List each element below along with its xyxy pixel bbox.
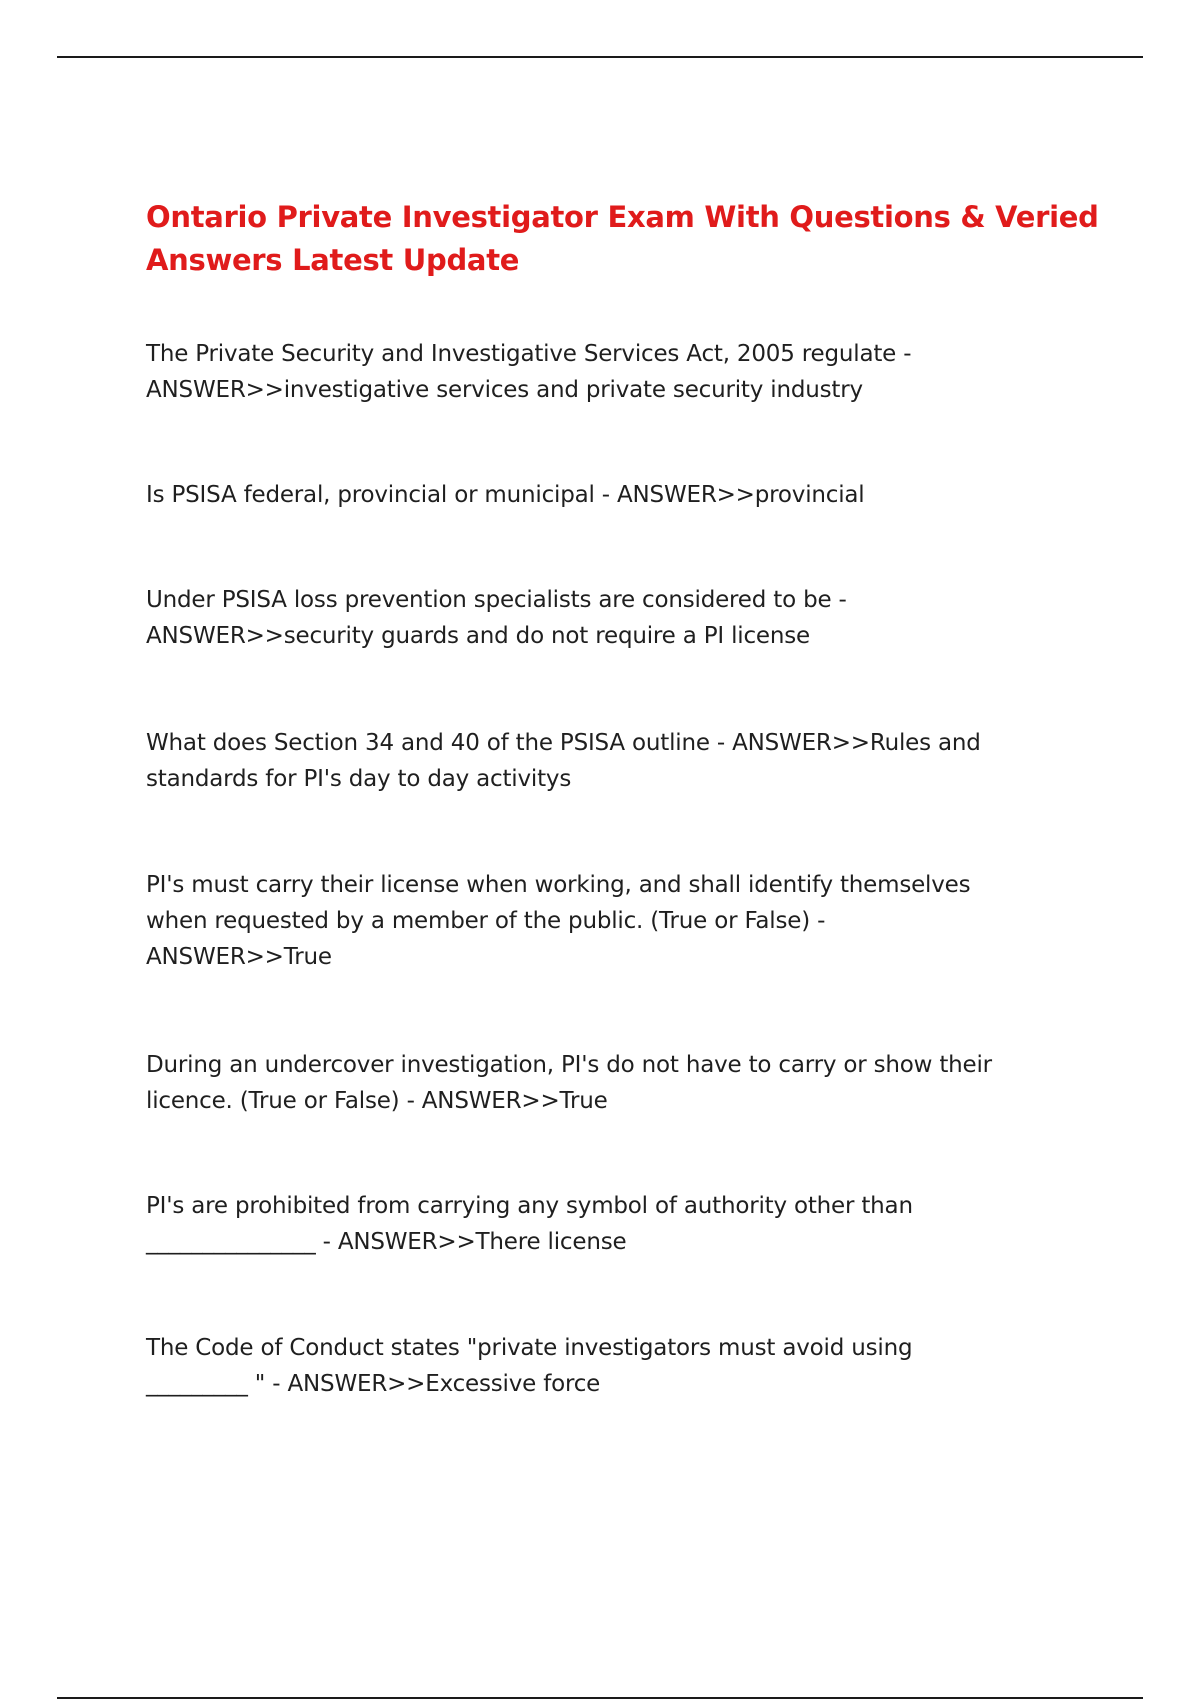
qa-item: The Code of Conduct states "private investigators must avoid using _________ " - ANSWER>>Excessive force bbox=[146, 1335, 913, 1397]
document-title: Ontario Private Investigator Exam With Questions & Veried Answers Latest Update bbox=[146, 200, 1099, 277]
bottom-rule bbox=[57, 1697, 1143, 1699]
qa-item: What does Section 34 and 40 of the PSISA outline - ANSWER>>Rules and standards for PI's day to day activitys bbox=[146, 730, 981, 792]
qa-item: PI's are prohibited from carrying any symbol of authority other than _______________ - ANSWER>>There license bbox=[146, 1193, 913, 1255]
top-rule bbox=[57, 56, 1143, 58]
qa-item: PI's must carry their license when working, and shall identify themselves when requested by a member of the public. (True or False) - ANSWER>>True bbox=[146, 872, 971, 970]
qa-item: During an undercover investigation, PI's do not have to carry or show their licence. (True or False) - ANSWER>>True bbox=[146, 1052, 992, 1114]
qa-item: Under PSISA loss prevention specialists are considered to be - ANSWER>>security guards and do not require a PI license bbox=[146, 587, 847, 649]
qa-item: Is PSISA federal, provincial or municipal - ANSWER>>provincial bbox=[146, 482, 865, 508]
document-content bbox=[146, 196, 1106, 1397]
qa-item: The Private Security and Investigative Services Act, 2005 regulate - ANSWER>>investigative services and private security industry bbox=[146, 341, 912, 403]
